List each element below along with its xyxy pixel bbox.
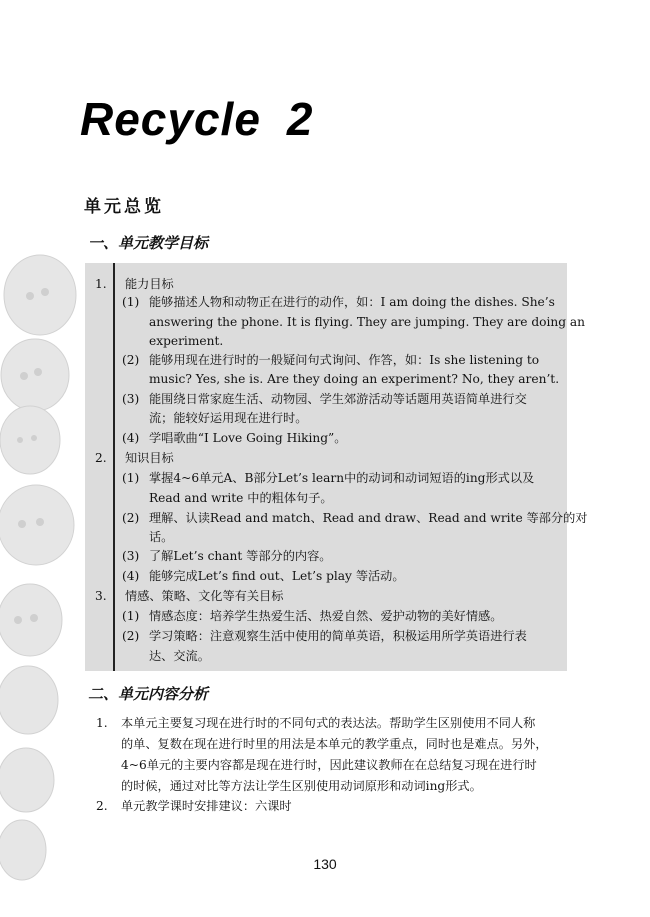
item-number: (2) xyxy=(122,353,140,367)
item-line: Read and write 中的粗体句子。 xyxy=(149,491,333,505)
overview-heading: 单元总览 xyxy=(84,197,164,217)
item-line: answering the phone. It is flying. They are jumping. They are doing an xyxy=(149,315,586,329)
item-line: 学习策略：注意观察生活中使用的简单英语，积极运用所学英语进行表 xyxy=(149,629,527,643)
item-line: 能围绕日常家庭生活、动物园、学生郊游活动等话题用英语简单进行交 xyxy=(149,392,527,406)
item-line: 理解、认读Read and match、Read and draw、Read and write 等部分的对 xyxy=(149,511,588,525)
analysis-line: 的时候，通过对比等方法让学生区别使用动词原形和动词ing形式。 xyxy=(121,779,482,793)
cartoon-children-decoration-icon xyxy=(0,200,80,890)
item-number: (3) xyxy=(122,549,140,563)
item-line: 达、交流。 xyxy=(149,649,210,663)
item-number: (1) xyxy=(122,609,140,623)
analysis-line: 单元教学课时安排建议：六课时 xyxy=(121,799,292,813)
item-number: (1) xyxy=(122,295,140,309)
title-number: 2 xyxy=(286,93,314,145)
item-line: 能够用现在进行时的一般疑问句式询问、作答，如：Is she listening to xyxy=(149,353,540,367)
section1-heading: 一、单元教学目标 xyxy=(88,235,209,252)
box-divider xyxy=(113,263,115,671)
item-line: 能够完成Let’s find out、Let’s play 等活动。 xyxy=(149,569,405,583)
analysis-number: 1. xyxy=(96,716,108,730)
page-number: 130 xyxy=(313,856,337,872)
analysis-line: 的单、复数在现在进行时里的用法是本单元的教学重点，同时也是难点。另外， xyxy=(121,737,548,751)
item-line: music? Yes, she is. Are they doing an experiment? No, they aren’t. xyxy=(149,372,560,386)
item-number: (4) xyxy=(122,569,140,583)
analysis-line: 4~6单元的主要内容都是现在进行时，因此建议教师在在总结复习现在进行时 xyxy=(121,758,537,772)
item-number: (2) xyxy=(122,629,140,643)
analysis-line: 本单元主要复习现在进行时的不同句式的表达法。帮助学生区别使用不同人称 xyxy=(121,716,536,730)
goal-label: 情感、策略、文化等有关目标 xyxy=(125,589,284,603)
item-line: 流；能较好运用现在进行时。 xyxy=(149,411,308,425)
section2-heading: 二、单元内容分析 xyxy=(88,686,209,703)
goal-number: 1. xyxy=(95,277,107,291)
item-number: (2) xyxy=(122,511,140,525)
chapter-title xyxy=(80,92,314,146)
teaching-goals-box xyxy=(85,263,588,671)
item-line: experiment. xyxy=(149,334,224,348)
analysis-number: 2. xyxy=(96,799,108,813)
item-line: 掌握4~6单元A、B部分Let’s learn中的动词和动词短语的ing形式以及 xyxy=(149,471,535,485)
item-number: (3) xyxy=(122,392,140,406)
item-line: 情感态度：培养学生热爱生活、热爱自然、爱护动物的美好情感。 xyxy=(149,609,503,623)
goal-label: 知识目标 xyxy=(125,451,174,465)
item-line: 话。 xyxy=(149,530,174,544)
item-number: (4) xyxy=(122,431,140,445)
goal-label: 能力目标 xyxy=(125,277,174,291)
goal-number: 2. xyxy=(95,451,107,465)
goal-number: 3. xyxy=(95,589,107,603)
title-word: Recycle xyxy=(80,93,261,145)
item-number: (1) xyxy=(122,471,140,485)
item-line: 能够描述人物和动物正在进行的动作，如：I am doing the dishes. She’s xyxy=(149,295,555,309)
item-line: 了解Let’s chant 等部分的内容。 xyxy=(149,549,332,563)
item-line: 学唱歌曲“I Love Going Hiking”。 xyxy=(149,431,347,445)
